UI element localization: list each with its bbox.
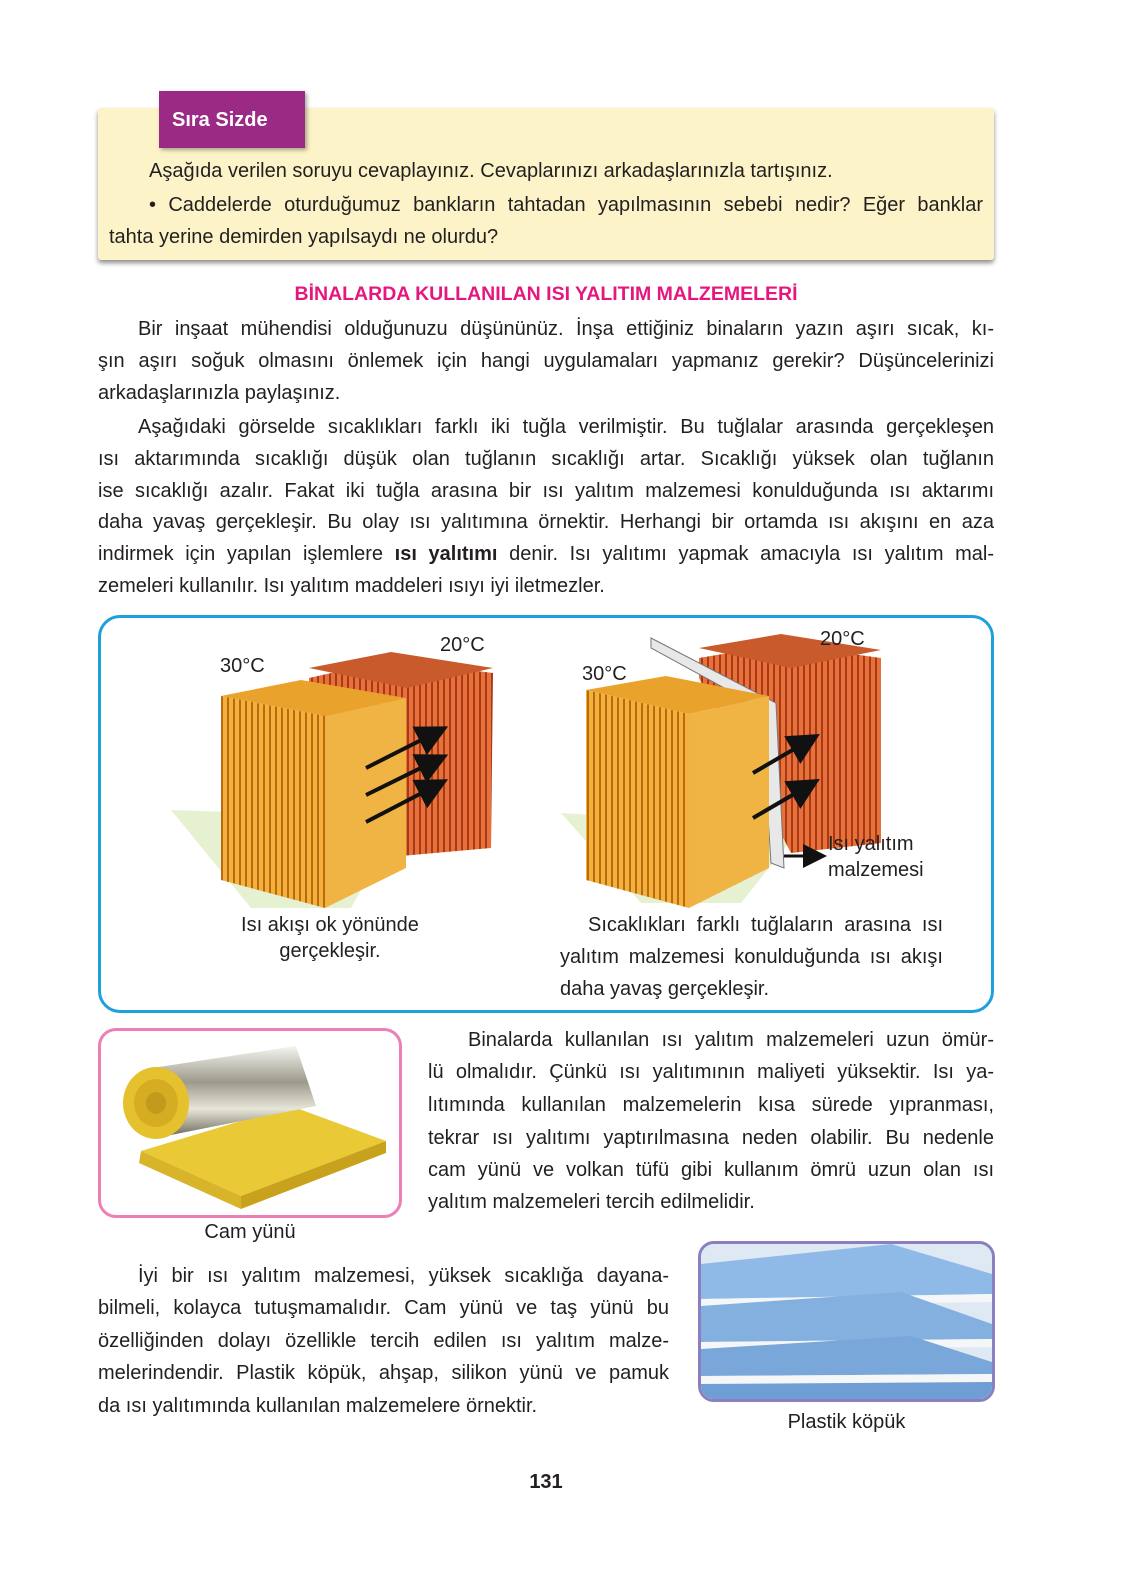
brick-figure (98, 615, 994, 1013)
left-caption: Isı akışı ok yönünde (241, 914, 419, 936)
activity-question: • Caddelerde oturduğumuz bankların tahtadan yapılmasının sebebi nedir? Eğer banklar (149, 194, 983, 216)
paragraph-line: lıtımında kullanılan malzemelerin kısa sürede yıpranması, (428, 1094, 994, 1116)
foam-sheets (701, 1244, 992, 1399)
plastic-foam-image (698, 1241, 995, 1402)
glass-wool-caption: Cam yünü (204, 1221, 296, 1243)
paragraph-line: ısı aktarımında sıcaklığı düşük olan tuğlanın sıcaklığı artar. Sıcaklığı yüksek olan tuğlanın (98, 448, 994, 470)
paragraph-line: melerindendir. Plastik köpük, ahşap, silikon yünü ve pamuk (98, 1362, 669, 1384)
text: denir. Isı yalıtımı yapmak amacıyla ısı yalıtım mal- (497, 543, 994, 565)
paragraph-line: tekrar ısı yalıtımı yaptırılmasına neden olabilir. Bu nedenle (428, 1127, 994, 1149)
cold-brick-temp-left: 20°C (440, 634, 485, 656)
text: indirmek için yapılan işlemlere (98, 543, 395, 565)
term-heat-insulation: ısı yalıtımı (394, 543, 498, 565)
activity-tab-label: Sıra Sizde (159, 91, 305, 148)
paragraph-line: cam yünü ve volkan tüfü gibi kullanım ömrü uzun olan ısı (428, 1159, 994, 1181)
paragraph-line: ise sıcaklığı azalır. Fakat iki tuğla arasına bir ısı yalıtım malzemesi konulduğunda ısı aktarımı (98, 480, 994, 502)
cold-brick-temp-right: 20°C (820, 628, 865, 650)
right-caption: yalıtım malzemesi konulduğunda ısı akışı (560, 946, 943, 968)
hot-brick-temp-right: 30°C (582, 663, 627, 685)
paragraph-line: da ısı yalıtımında kullanılan malzemelere örnektir. (98, 1395, 538, 1417)
activity-question-cont: tahta yerine demirden yapılsaydı ne olurdu? (109, 226, 499, 248)
paragraph-line: özelliğinden dolayı özellikle tercih edilen ısı yalıtım malze- (98, 1330, 669, 1352)
paragraph-line (98, 541, 994, 567)
paragraph-line: İyi bir ısı yalıtım malzemesi, yüksek sıcaklığa dayana- (138, 1265, 669, 1287)
paragraph-line: lü olmalıdır. Çünkü ısı yalıtımının maliyeti yüksektir. Isı ya- (428, 1061, 994, 1083)
hot-brick-temp-left: 30°C (220, 655, 265, 677)
activity-instruction: Aşağıda verilen soruyu cevaplayınız. Cevaplarınızı arkadaşlarınızla tartışınız. (149, 160, 833, 182)
paragraph-line: zemeleri kullanılır. Isı yalıtım maddeleri ısıyı iyi iletmezler. (98, 575, 605, 597)
paragraph-line: Aşağıdaki görselde sıcaklıkları farklı iki tuğla verilmiştir. Bu tuğlalar arasında gerçekleşen (138, 416, 994, 438)
glass-wool-image (98, 1028, 402, 1218)
paragraph-line: arkadaşlarınızla paylaşınız. (98, 382, 341, 404)
paragraph-line: şın aşırı soğuk olmasını önlemek için hangi uygulamaları yapmanız gerekir? Düşüncelerinizi (98, 350, 994, 372)
plastic-foam-caption: Plastik köpük (787, 1411, 906, 1433)
section-title: BİNALARDA KULLANILAN ISI YALITIM MALZEMELERİ (294, 283, 798, 305)
paragraph-line: Bir inşaat mühendisi olduğunuzu düşününüz. İnşa ettiğiniz binaların yazın aşırı sıcak, kı- (138, 318, 994, 340)
paragraph-line: Binalarda kullanılan ısı yalıtım malzemeleri uzun ömür- (468, 1029, 994, 1051)
page-number: 131 (529, 1471, 563, 1493)
paragraph-line: yalıtım malzemeleri tercih edilmelidir. (428, 1191, 755, 1213)
insulation-label: Isı yalıtım (828, 833, 914, 855)
paragraph-line: bilmeli, kolayca tutuşmamalıdır. Cam yünü ve taş yünü bu (98, 1297, 669, 1319)
glass-wool-roll (101, 1031, 399, 1215)
insulation-label: malzemesi (828, 859, 924, 881)
left-caption: gerçekleşir. (279, 940, 381, 962)
paragraph-line: daha yavaş gerçekleşir. Bu olay ısı yalıtımına örnektir. Herhangi bir ortamda ısı akışını en aza (98, 511, 994, 533)
right-caption: Sıcaklıkları farklı tuğlaların arasına ısı (588, 914, 943, 936)
right-caption: daha yavaş gerçekleşir. (560, 978, 770, 1000)
